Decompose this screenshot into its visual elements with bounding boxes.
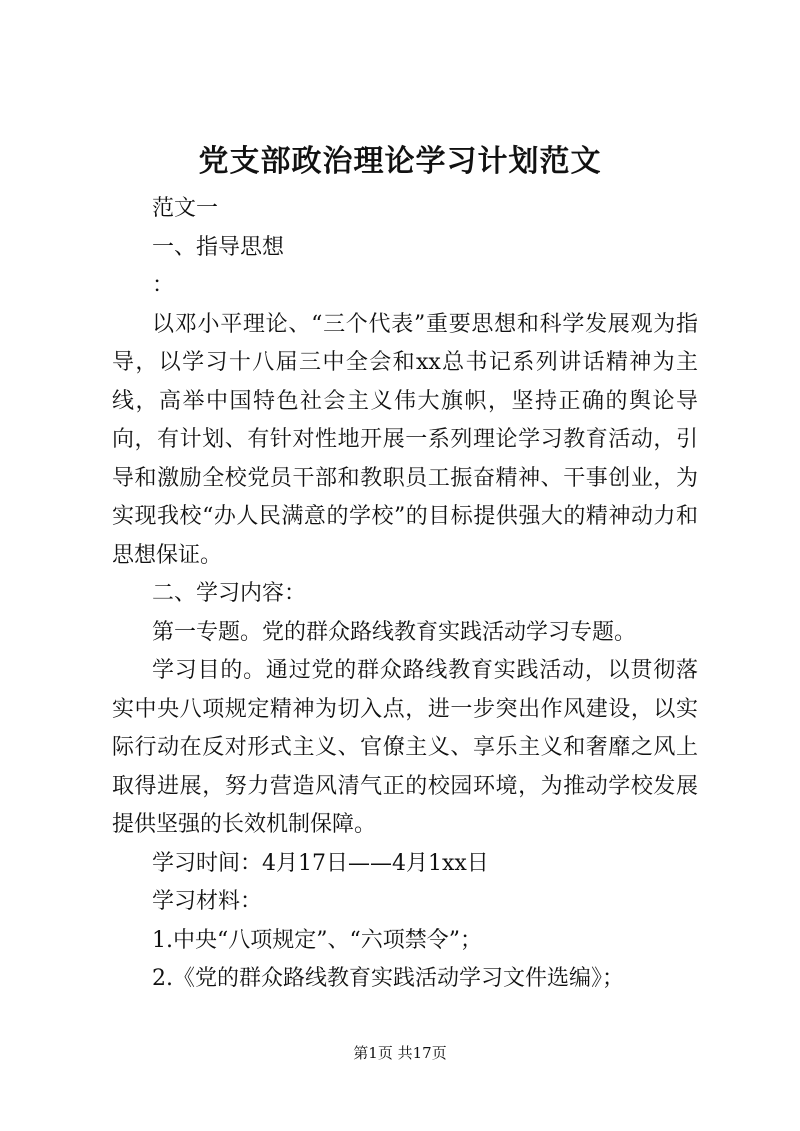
material-item-2: 2.《党的群众路线教育实践活动学习文件选编》；: [152, 966, 624, 991]
study-time: 学习时间：4月17日——4月1xx日: [152, 850, 489, 876]
heading-guiding-thought: 一、指导思想: [152, 234, 285, 260]
page-number-footer: 第1页 共17页: [353, 1044, 447, 1062]
topic-one: 第一专题。党的群众路线教育实践活动学习专题。: [152, 619, 637, 645]
paragraph-study-purpose: 学习目的。通过党的群众路线教育实践活动，以贯彻落实中央八项规定精神为切入点，进一步突出作风建设，以实际行动在反对形式主义、官僚主义、享乐主义和奢靡之风上取得进展，努力营造风清气正的校园环境，为推动学校发展提供坚强的长效机制保障。: [112, 658, 698, 837]
study-materials-heading: 学习材料：: [152, 889, 263, 914]
paragraph-guiding-thought: 以邓小平理论、“三个代表”重要思想和科学发展观为指导，以学习十八届三中全会和xx总书记系列讲话精神为主线，高举中国特色社会主义伟大旗帜，坚持正确的舆论导向，有计划、有针对性地开展一系列理论学习教育活动，引导和激励全校党员干部和教职员工振奋精神、干事创业，为实现我校“办人民满意的学校”的目标提供强大的精神动力和思想保证。: [112, 311, 698, 568]
document-body: [112, 190, 698, 999]
section-label: 范文一: [152, 196, 219, 221]
heading-study-content: 二、学习内容：: [152, 581, 307, 606]
document-title: 党支部政治理论学习计划范文: [198, 144, 602, 179]
colon-line: ：: [152, 273, 175, 298]
material-item-1: 1.中央“八项规定”、“六项禁令”；: [152, 927, 482, 953]
